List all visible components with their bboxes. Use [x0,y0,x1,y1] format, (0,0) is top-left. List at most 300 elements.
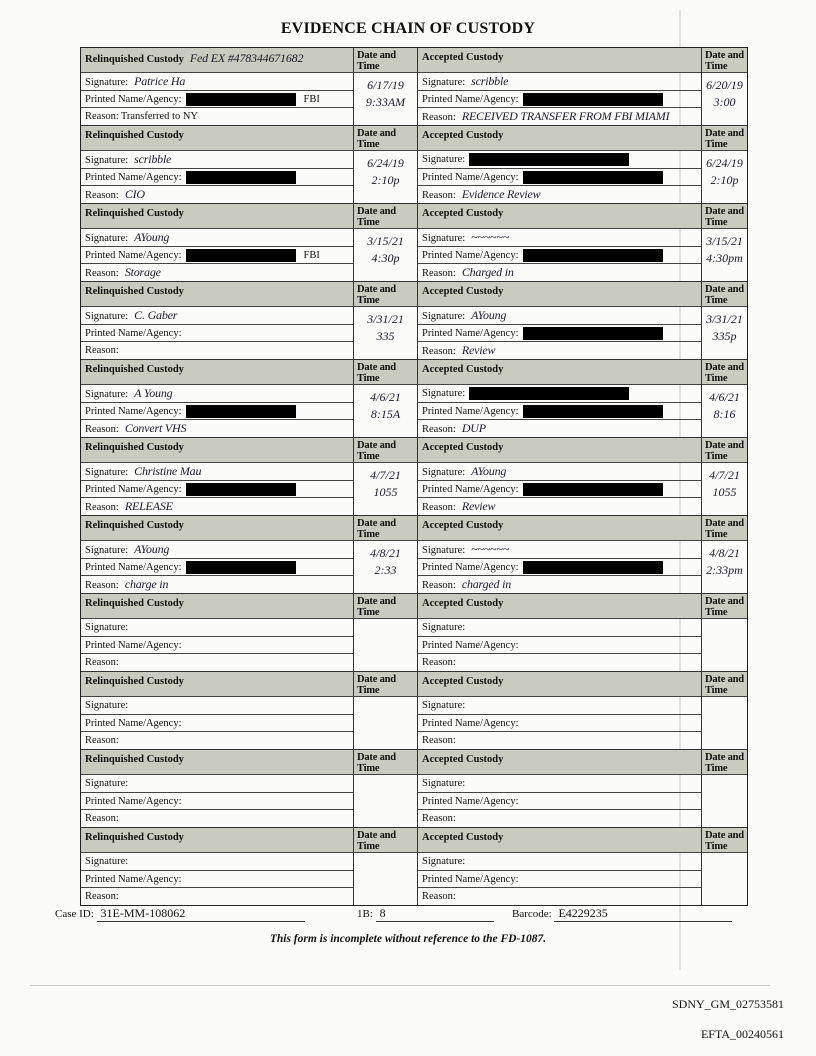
reason-field [81,731,353,749]
custody-block [81,282,747,360]
signature-field [417,306,701,324]
reason-value: Review [461,499,496,514]
redaction [469,387,629,400]
date-value: 6/24/19 [367,156,404,170]
custody-table [80,47,748,906]
printed-name-field [81,792,353,810]
printed-name-field [417,246,701,264]
accepted-label: Accepted Custody [422,208,504,219]
reason-field-label: Reason: [85,580,119,592]
signature-field-label: Signature: [85,622,129,633]
time-value: 8:16 [713,407,736,421]
date-time-value [701,618,747,671]
date-time-label: Date and Time [357,206,396,228]
date-time-value [353,852,417,905]
redaction [469,153,629,166]
printed-name-field-label: Printed Name/Agency: [85,249,182,261]
date-time-header [353,282,417,306]
signature-field [81,72,353,90]
reason-field [81,107,353,125]
time-value: 335p [712,329,737,343]
signature-field-label: Signature: [85,233,129,244]
handwritten-signature: AYoung [134,542,170,556]
date-value: 4/6/21 [709,390,740,404]
reason-field [417,575,701,593]
date-time-value [353,618,417,671]
printed-name-field-label: Printed Name/Agency: [85,93,182,105]
reason-value: charged in [461,577,512,592]
date-time-header [353,828,417,852]
date-time-label: Date and Time [705,362,744,384]
reason-field-label: Reason: [85,345,119,357]
time-value: 335 [376,329,395,343]
custody-block [81,438,747,516]
printed-name-field-label: Printed Name/Agency: [422,405,519,417]
redaction [186,249,296,262]
printed-name-field [81,402,353,420]
reason-value: DUP [461,421,486,436]
printed-name-field-label: Printed Name/Agency: [422,639,519,651]
date-time-header [353,594,417,618]
handwritten-signature: ~~~~~~ [471,542,509,556]
accepted-label: Accepted Custody [422,52,504,63]
date-time-header [701,204,747,228]
date-value: 3/15/21 [367,234,404,248]
signature-field [81,696,353,714]
reason-field-label: Reason: [85,268,119,280]
handwritten-signature: Patrice Ha [134,74,186,88]
printed-name-field-label: Printed Name/Agency: [422,249,519,261]
date-time-value [353,306,417,359]
date-time-value [353,72,417,125]
reason-field [81,263,353,281]
reason-field-label: Reason: [85,424,119,436]
reason-value: Evidence Review [461,187,541,202]
agency-text: FBI [303,249,320,261]
efta-number: EFTA_00240561 [700,1027,784,1041]
date-time-label: Date and Time [357,440,396,462]
signature-field-label: Signature: [422,233,466,244]
form-note: This form is incomplete without reference to the FD-1087. [269,933,547,945]
date-value: 6/17/19 [367,78,404,92]
time-value: 3:00 [713,95,736,109]
date-time-label: Date and Time [357,674,396,696]
date-time-value [701,228,747,281]
reason-field [417,731,701,749]
reason-value: Charged in [461,265,514,280]
agency-text: FBI [303,93,320,105]
reason-field-label: Reason: [422,891,456,903]
date-time-value [353,540,417,593]
redaction [186,405,296,418]
signature-field-label: Signature: [85,155,129,166]
signature-field [417,774,701,792]
signature-field-label: Signature: [422,311,466,322]
ib-value: 8 [376,906,494,922]
date-time-label: Date and Time [705,596,744,618]
relinquished-label: Relinquished Custody [85,130,184,141]
redaction [523,249,663,262]
redaction [186,483,296,496]
date-time-header [353,48,417,72]
signature-field-label: Signature: [85,77,129,88]
relinquished-header [81,750,353,774]
time-value: 1055 [373,485,398,499]
accepted-label: Accepted Custody [422,286,504,297]
handwritten-signature: AYoung [134,230,170,244]
signature-field-label: Signature: [422,77,466,88]
handwritten-signature: AYoung [471,308,507,322]
signature-field [81,540,353,558]
handwritten-signature: A Young [134,386,173,400]
printed-name-field [417,168,701,186]
printed-name-field-label: Printed Name/Agency: [85,795,182,807]
signature-field [81,150,353,168]
reason-field [81,887,353,905]
date-time-header [701,594,747,618]
date-time-header [353,360,417,384]
date-time-label: Date and Time [357,596,396,618]
reason-value: RELEASE [124,499,173,514]
printed-name-field [81,558,353,576]
reason-field [417,497,701,515]
relinquished-label: Relinquished Custody [85,286,184,297]
redaction [186,93,296,106]
date-time-header [701,438,747,462]
custody-block [81,828,747,905]
handwritten-signature: scribble [134,152,172,166]
reason-field-label: Reason: [422,112,456,124]
printed-name-field-label: Printed Name/Agency: [422,561,519,573]
time-value: 8:15A [370,407,401,421]
reason-field-label: Reason: [85,657,119,669]
accepted-label: Accepted Custody [422,598,504,609]
accepted-header [417,672,701,696]
accepted-header [417,282,701,306]
printed-name-field-label: Printed Name/Agency: [422,795,519,807]
relinquished-label: Relinquished Custody [85,54,184,65]
signature-field [81,228,353,246]
reason-value: Storage [124,265,161,280]
reason-value: charge in [124,577,169,592]
date-time-label: Date and Time [705,50,744,72]
reason-field [417,185,701,203]
custody-block [81,672,747,750]
date-time-value [353,696,417,749]
date-time-label: Date and Time [705,830,744,852]
printed-name-field [81,324,353,342]
date-time-label: Date and Time [705,206,744,228]
signature-field [81,306,353,324]
reason-field-label: Reason: [422,657,456,669]
date-time-value [353,384,417,437]
accepted-label: Accepted Custody [422,754,504,765]
reason-field [81,419,353,437]
printed-name-field [81,636,353,654]
signature-field [417,72,701,90]
date-time-header [701,828,747,852]
printed-name-field [417,870,701,888]
date-time-header [701,672,747,696]
date-time-value [353,228,417,281]
reason-field [81,497,353,515]
date-time-label: Date and Time [705,674,744,696]
printed-name-field-label: Printed Name/Agency: [422,327,519,339]
printed-name-field-label: Printed Name/Agency: [422,873,519,885]
signature-field-label: Signature: [85,389,129,400]
date-time-label: Date and Time [357,752,396,774]
printed-name-field [417,792,701,810]
date-time-label: Date and Time [705,284,744,306]
case-id-label: Case ID: [55,908,94,920]
relinquished-label: Relinquished Custody [85,364,184,375]
date-time-value [701,150,747,203]
signature-field [417,618,701,636]
relinquished-header [81,360,353,384]
accepted-header [417,126,701,150]
reason-field-label: Reason: [422,502,456,514]
printed-name-field [417,714,701,732]
signature-field [417,852,701,870]
printed-name-field [417,324,701,342]
signature-field [417,696,701,714]
printed-name-field [81,714,353,732]
date-time-value [701,774,747,827]
accepted-label: Accepted Custody [422,130,504,141]
reason-value: Transferred to NY [120,111,199,123]
date-time-label: Date and Time [357,284,396,306]
reason-value: CIO [124,187,145,202]
printed-name-field-label: Printed Name/Agency: [85,639,182,651]
date-time-value [701,696,747,749]
date-value: 3/15/21 [706,234,743,248]
printed-name-field [81,480,353,498]
relinquished-header [81,594,353,618]
bates-number: SDNY_GM_02753581 [671,997,784,1011]
time-value: 4:30p [371,251,400,265]
handwritten-signature: scribble [471,74,509,88]
relinquished-label: Relinquished Custody [85,442,184,453]
reason-field [417,887,701,905]
printed-name-field [417,636,701,654]
signature-field-label: Signature: [85,545,129,556]
signature-field [81,462,353,480]
redaction [523,561,663,574]
reason-value: Convert VHS [124,421,187,436]
custody-block [81,126,747,204]
reason-field [81,653,353,671]
reason-field-label: Reason: [85,813,119,825]
accepted-header [417,516,701,540]
date-time-label: Date and Time [357,128,396,150]
handwritten-signature: Christine Mau [134,464,202,478]
reason-field [81,575,353,593]
printed-name-field-label: Printed Name/Agency: [422,483,519,495]
barcode-value: E4229235 [554,906,732,922]
date-time-label: Date and Time [705,752,744,774]
relinquished-label: Relinquished Custody [85,208,184,219]
redaction [186,171,296,184]
printed-name-field-label: Printed Name/Agency: [85,483,182,495]
date-time-header [701,750,747,774]
date-time-value [353,462,417,515]
signature-field [417,228,701,246]
date-time-header [701,48,747,72]
redaction [186,561,296,574]
custody-block [81,594,747,672]
redaction [523,171,663,184]
relinquished-header [81,438,353,462]
barcode-field [512,906,732,922]
signature-field [417,462,701,480]
custody-block [81,750,747,828]
printed-name-field [417,402,701,420]
reason-field-label: Reason: [422,580,456,592]
relinquished-header [81,204,353,228]
reason-field-label: Reason: [85,735,119,747]
date-time-value [353,774,417,827]
date-time-header [353,672,417,696]
relinquished-label: Relinquished Custody [85,520,184,531]
reason-field [417,263,701,281]
date-value: 6/20/19 [706,78,743,92]
case-id-value: 31E-MM-108062 [97,906,305,922]
reason-field [81,185,353,203]
relinquished-header [81,516,353,540]
date-time-label: Date and Time [705,518,744,540]
accepted-header [417,360,701,384]
signature-field-label: Signature: [422,388,466,399]
date-time-label: Date and Time [357,830,396,852]
reason-field-label: Reason: [422,813,456,825]
signature-field-label: Signature: [422,856,466,867]
relinquished-header [81,126,353,150]
date-time-value [701,306,747,359]
signature-field-label: Signature: [85,311,129,322]
printed-name-field-label: Printed Name/Agency: [85,717,182,729]
signature-field [417,540,701,558]
signature-field-label: Signature: [422,154,466,165]
signature-field-label: Signature: [422,622,466,633]
redaction [523,483,663,496]
relinquished-header [81,48,353,72]
printed-name-field [81,90,353,108]
reason-field-label: Reason: [85,891,119,903]
date-time-value [701,540,747,593]
time-value: 9:33AM [365,95,406,109]
accepted-header [417,438,701,462]
custody-block [81,204,747,282]
date-value: 6/24/19 [706,156,743,170]
date-value: 4/7/21 [370,468,401,482]
signature-field-label: Signature: [85,467,129,478]
signature-field-label: Signature: [85,700,129,711]
barcode-label: Barcode: [512,908,552,920]
reason-value: RECEIVED TRANSFER FROM FBI MIAMI [461,109,670,124]
divider [30,985,770,986]
accepted-header [417,594,701,618]
custody-block [81,360,747,438]
ib-label: 1B: [357,908,373,920]
signature-field [417,150,701,168]
accepted-header [417,48,701,72]
printed-name-field-label: Printed Name/Agency: [85,171,182,183]
printed-name-field [81,870,353,888]
time-value: 1055 [712,485,737,499]
date-value: 3/31/21 [367,312,404,326]
time-value: 4:30pm [706,251,743,265]
reason-field-label: Reason: [422,424,456,436]
signature-field-label: Signature: [422,467,466,478]
accepted-label: Accepted Custody [422,676,504,687]
date-time-label: Date and Time [357,50,396,72]
reason-field [417,341,701,359]
accepted-header [417,828,701,852]
printed-name-field [81,246,353,264]
date-time-header [353,204,417,228]
accepted-header [417,750,701,774]
redaction [523,93,663,106]
printed-name-field [417,90,701,108]
case-id-field [55,906,305,922]
date-value: 4/8/21 [370,546,401,560]
date-time-header [701,360,747,384]
accepted-label: Accepted Custody [422,520,504,531]
printed-name-field-label: Printed Name/Agency: [422,717,519,729]
time-value: 2:10p [371,173,400,187]
reason-field-label: Reason: [85,502,119,514]
signature-field [417,384,701,402]
printed-name-field-label: Printed Name/Agency: [85,405,182,417]
signature-field [81,852,353,870]
redaction [523,405,663,418]
date-time-value [701,72,747,125]
relinquished-label: Relinquished Custody [85,832,184,843]
date-time-value [353,150,417,203]
date-time-label: Date and Time [357,362,396,384]
printed-name-field-label: Printed Name/Agency: [422,171,519,183]
date-time-header [701,516,747,540]
date-time-value [701,384,747,437]
form-title: EVIDENCE CHAIN OF CUSTODY [280,20,536,37]
date-time-header [701,282,747,306]
date-time-label: Date and Time [705,440,744,462]
time-value: 2:33 [374,563,397,577]
relinquished-label: Relinquished Custody [85,676,184,687]
date-time-header [353,438,417,462]
handwritten-signature: AYoung [471,464,507,478]
printed-name-field [417,558,701,576]
signature-field [81,384,353,402]
date-value: 4/8/21 [709,546,740,560]
relinquished-header [81,828,353,852]
date-value: 4/6/21 [370,390,401,404]
relinquished-label: Relinquished Custody [85,754,184,765]
reason-field [417,809,701,827]
date-value: 3/31/21 [706,312,743,326]
printed-name-field-label: Printed Name/Agency: [85,327,182,339]
handwritten-signature: ~~~~~~ [471,230,509,244]
date-time-label: Date and Time [357,518,396,540]
reason-field [81,341,353,359]
reason-field [417,653,701,671]
date-time-header [701,126,747,150]
accepted-label: Accepted Custody [422,442,504,453]
date-time-header [353,750,417,774]
date-time-value [701,462,747,515]
handwritten-signature: C. Gaber [134,308,178,322]
printed-name-field-label: Printed Name/Agency: [422,93,519,105]
